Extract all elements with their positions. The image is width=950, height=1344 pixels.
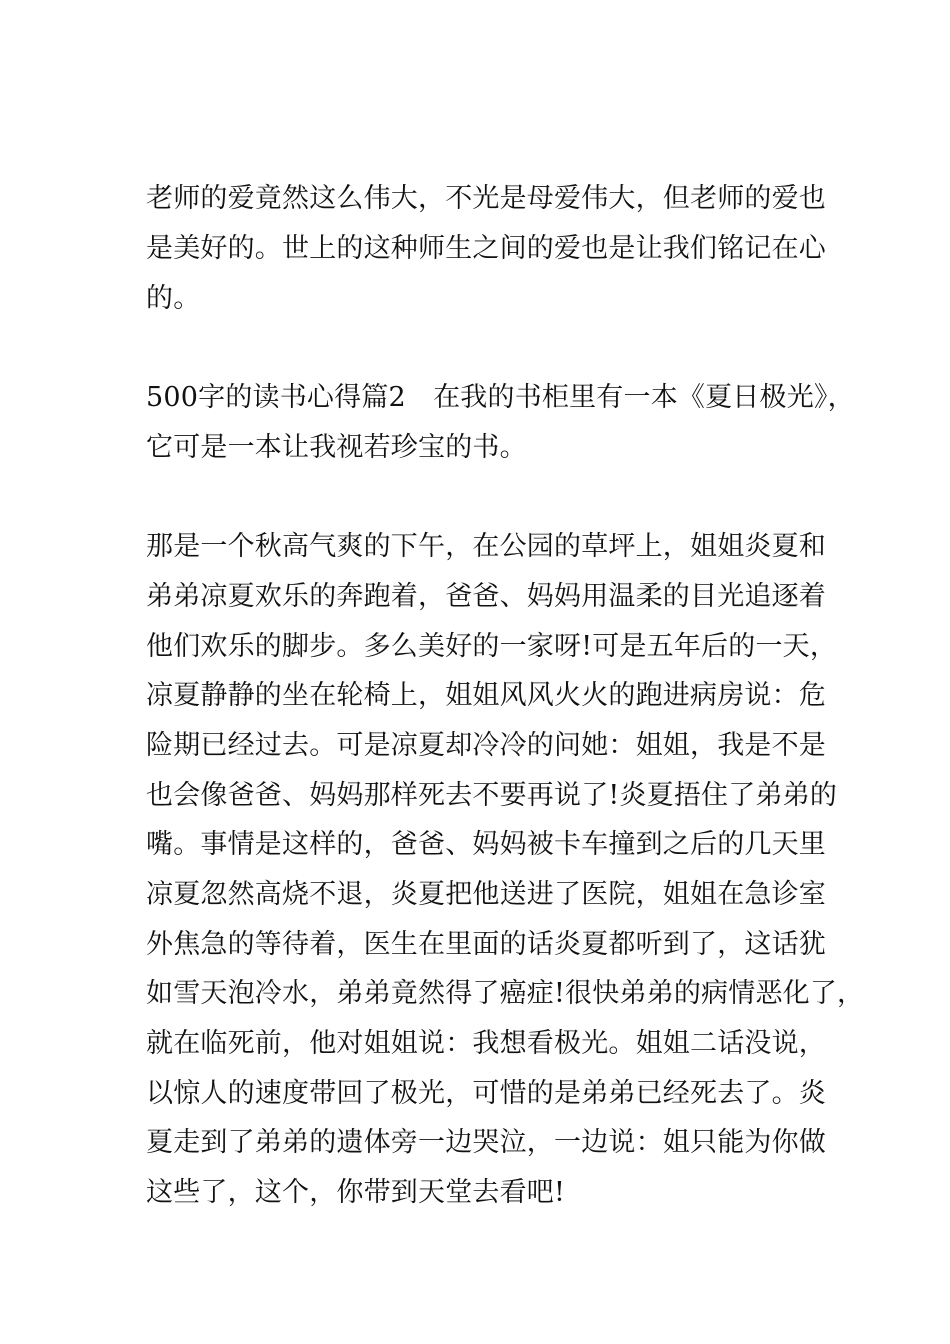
paragraph-2-line-2: 它可是一本让我视若珍宝的书。 xyxy=(146,432,527,463)
paragraph-1-line-2: 是美好的。世上的这种师生之间的爱也是让我们铭记在心 xyxy=(146,233,826,264)
paragraph-2-line-1: 500字的读书心得篇2 在我的书柜里有一本《夏日极光》， xyxy=(146,382,855,413)
paragraph-3-line-4: 凉夏静静的坐在轮椅上，姐姐风风火火的跑进病房说：危 xyxy=(146,680,826,711)
paragraph-3-line-6: 也会像爸爸、妈妈那样死去不要再说了!炎夏捂住了弟弟的 xyxy=(146,780,838,811)
paragraph-1-line-1: 老师的爱竟然这么伟大，不光是母爱伟大，但老师的爱也 xyxy=(146,183,826,214)
paragraph-3-line-10: 如雪天泡冷水，弟弟竟然得了癌症!很快弟弟的病情恶化了， xyxy=(146,978,865,1009)
paragraph-3-line-3: 他们欢乐的脚步。多么美好的一家呀!可是五年后的一天， xyxy=(146,631,838,662)
paragraph-3-line-14: 这些了，这个，你带到天堂去看吧! xyxy=(146,1177,566,1208)
paragraph-3-line-7: 嘴。事情是这样的，爸爸、妈妈被卡车撞到之后的几天里 xyxy=(146,829,826,860)
paragraph-3-line-5: 险期已经过去。可是凉夏却冷冷的问她：姐姐，我是不是 xyxy=(146,730,826,761)
paragraph-3-line-9: 外焦急的等待着，医生在里面的话炎夏都听到了，这话犹 xyxy=(146,929,826,960)
paragraph-3-line-8: 凉夏忽然高烧不退，炎夏把他送进了医院，姐姐在急诊室 xyxy=(146,879,826,910)
paragraph-3-line-1: 那是一个秋高气爽的下午，在公园的草坪上，姐姐炎夏和 xyxy=(146,531,826,562)
paragraph-1-line-3: 的。 xyxy=(146,283,201,314)
paragraph-3-line-2: 弟弟凉夏欢乐的奔跑着，爸爸、妈妈用温柔的目光追逐着 xyxy=(146,581,826,612)
paragraph-3-line-11: 就在临死前，他对姐姐说：我想看极光。姐姐二话没说， xyxy=(146,1028,826,1059)
paragraph-3-line-13: 夏走到了弟弟的遗体旁一边哭泣，一边说：姐只能为你做 xyxy=(146,1127,826,1158)
paragraph-3-line-12: 以惊人的速度带回了极光，可惜的是弟弟已经死去了。炎 xyxy=(146,1078,826,1109)
